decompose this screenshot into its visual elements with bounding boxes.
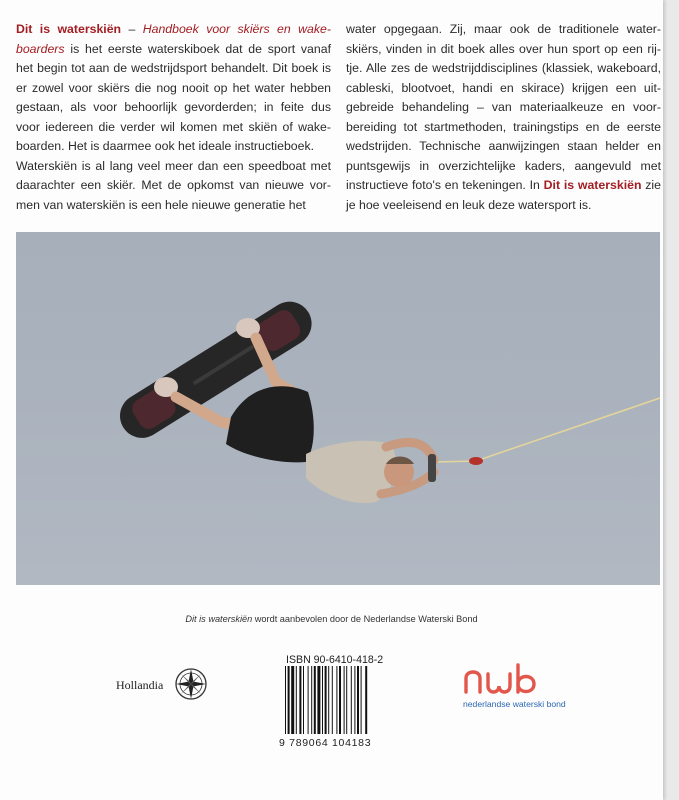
caption-text: wordt aanbevolen door de Nederlandse Waterski Bond (252, 614, 478, 624)
compass-rose-icon (174, 667, 208, 706)
wakeboarder-photo (16, 232, 660, 585)
nwb-name: nederlandse waterski bond (463, 699, 566, 709)
blurb-paragraph-2: Waterskiën is al lang veel meer dan een speedboat met daarachter een skiër. Met de opkomst van nieuwe vormen van waterskiën is een hele nieuwe generatie het (16, 158, 331, 212)
book-subtitle: Handboek voor skiërs en wakeboarders (16, 22, 331, 56)
blurb-paragraph-3: water opgegaan. Zij, maar ook de traditionele waterskiërs, vinden in dit boek alles over hun sport op een rijtje. Alle zes de wedstrijddisciplines (klassiek, wakeboard, cableski, blootvoet, handi en skirace) krijgen een uitgebreide behandeling – van materiaalkeuze en voorbereiding tot startmethoden, trainingstips en de eerste wedstrijden. Technische aanwijzingen staan helder en puntsgewijs in overzichtelijke kaders, aangevuld met instructieve foto's en tekeningen. In (346, 22, 661, 192)
barcode-icon (283, 666, 393, 736)
wakeboarder-illustration (16, 232, 660, 585)
endorsement-caption (0, 614, 663, 624)
book-title-inline: Dit is waterskiën (543, 178, 642, 192)
blurb-text (16, 20, 661, 230)
book-title: Dit is waterskiën (16, 22, 122, 36)
blurb-left-column (16, 20, 331, 230)
publisher-name: Hollandia (116, 678, 164, 692)
blurb-right-column (346, 20, 661, 230)
nwb-logo (462, 662, 538, 701)
caption-book-title: Dit is waterskiën (185, 614, 253, 624)
blurb-paragraph-1: is het eerste waterskiboek dat de sport vanaf het begin tot aan de wedstrijdsport behandelt. Dit boek is er zowel voor skiërs die nog nooit op het water hebben gestaan, als voor behoorlijk gevorderden; in feite dus voor iedereen die verder wil komen met skiën of wakeboarden. Het is daarmee ook het ideale instructieboek. (16, 41, 331, 153)
ean-number: 9 789064 104183 (279, 737, 372, 749)
blurb-paragraph-3-end: zie je hoe veeleisend en leuk deze watersport is. (346, 178, 661, 212)
isbn-number: ISBN 90-6410-418-2 (286, 654, 384, 666)
title-dash: – (121, 22, 143, 36)
